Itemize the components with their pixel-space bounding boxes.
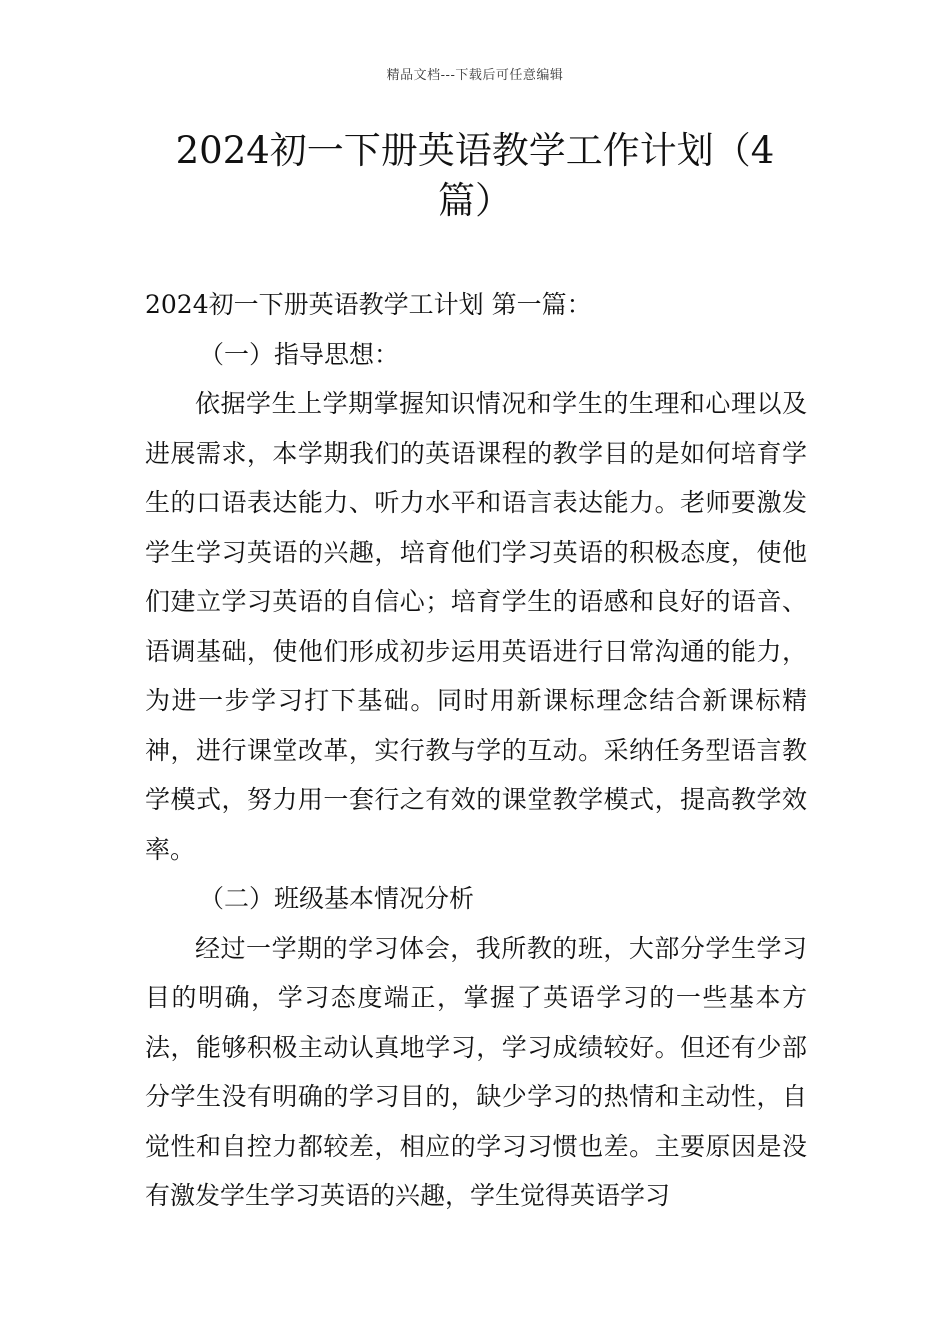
section-paragraph-guiding-ideology: 依据学生上学期掌握知识情况和学生的生理和心理以及进展需求，本学期我们的英语课程的教学目的是如何培育学生的口语表达能力、听力水平和语言表达能力。老师要激发学生学习英语的兴趣，培育他们学习英语的积极态度，使他们建立学习英语的自信心；培育学生的语感和良好的语音、语调基础，使他们形成初步运用英语进行日常沟通的能力，为进一步学习打下基础。同时用新课标理念结合新课标精神，进行课堂改革，实行教与学的互动。采纳任务型语言教学模式，努力用一套行之有效的课堂教学模式，提高教学效率。 xyxy=(145,389,807,864)
section-heading-guiding-ideology: （一）指导思想： xyxy=(199,339,400,369)
section-paragraph-class-analysis: 经过一学期的学习体会，我所教的班，大部分学生学习目的明确，学习态度端正，掌握了英语学习的一些基本方法，能够积极主动认真地学习，学习成绩较好。但还有少部分学生没有明确的学习目的，缺少学习的热情和主动性，自觉性和自控力都较差，相应的学习习惯也差。主要原因是没有激发学生学习英语的兴趣，学生觉得英语学习 xyxy=(145,933,807,1210)
document-title: 2024初一下册英语教学工作计划（4篇） xyxy=(175,129,775,222)
document-body xyxy=(145,280,807,1221)
section-heading-class-analysis: （二）班级基本情况分析 xyxy=(199,884,475,913)
header-note: 精品文档---下载后可任意编辑 xyxy=(386,68,564,83)
intro-line: 2024初一下册英语教学工计划 第一篇： xyxy=(145,290,592,319)
